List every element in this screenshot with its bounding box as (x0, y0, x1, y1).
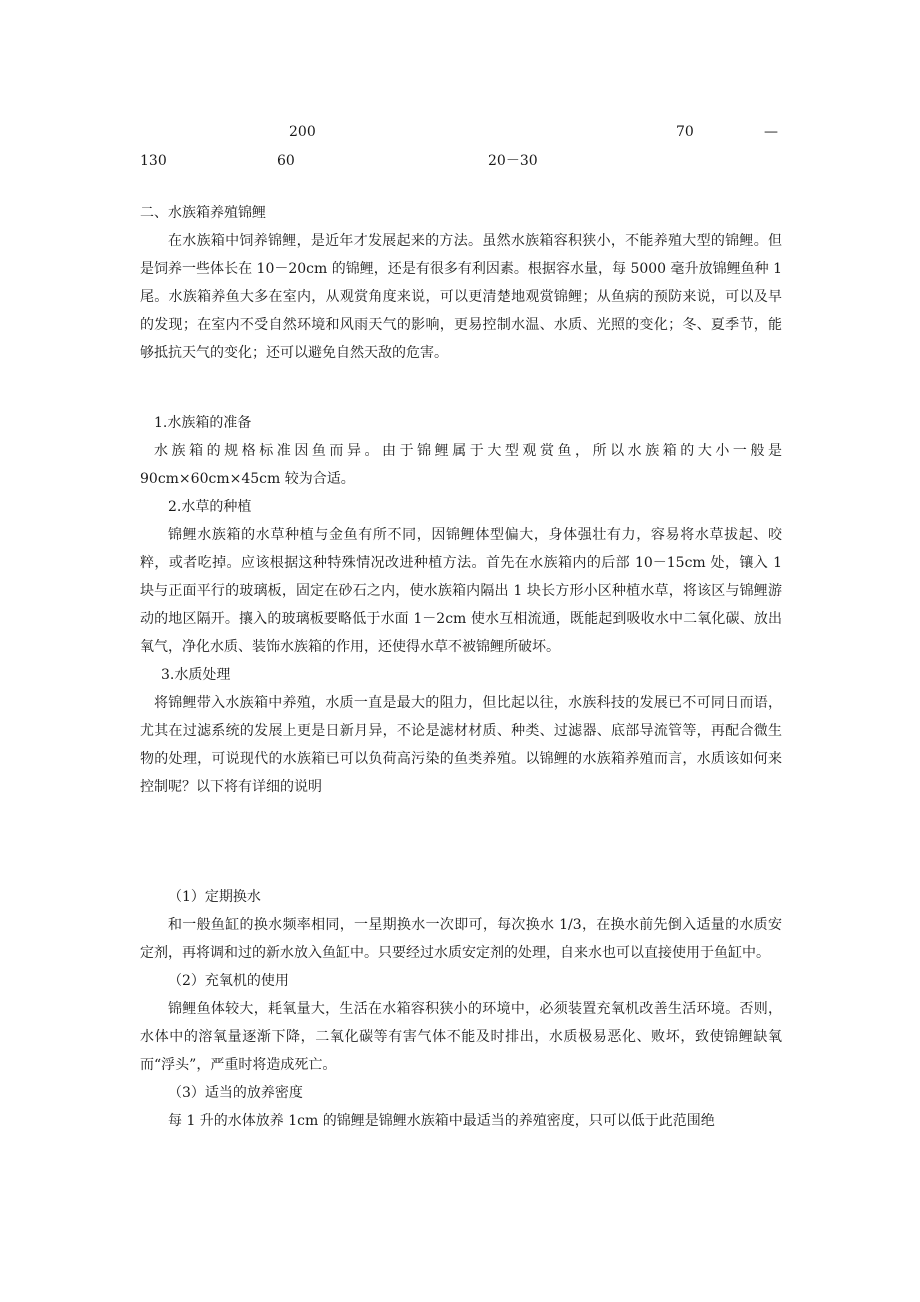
subsection-title: 1.水族箱的准备 (154, 415, 252, 431)
subsection-title: 2.水草的种植 (168, 499, 252, 515)
fragment-20-30: 20－30 (488, 153, 538, 169)
item-title: （2）充氧机的使用 (168, 973, 289, 989)
water-quality-items (140, 883, 782, 1135)
item-body: 锦鲤鱼体较大，耗氧量大，生活在水箱容积狭小的环境中，必须装置充氧机改善生活环境。否则，水体中的溶氧量逐渐下降，二氧化碳等有害气体不能及时排出，水质极易恶化、败坏，致使锦鲤缺氧而“浮头”，严重时将造成死亡。 (140, 1001, 782, 1073)
subsection-tank-prep (140, 409, 782, 801)
subsection-body: 水族箱的规格标准因鱼而异。由于锦鲤属于大型观赏鱼，所以水族箱的大小一般是90cm×60cm×45cm 较为合适。 (140, 443, 782, 487)
item-body: 和一般鱼缸的换水频率相同，一星期换水一次即可，每次换水 1/3，在换水前先倒入适量的水质安定剂，再将调和过的新水放入鱼缸中。只要经过水质安定剂的处理，自来水也可以直接使用于鱼缸中。 (140, 917, 782, 961)
subsection-body: 锦鲤水族箱的水草种植与金鱼有所不同，因锦鲤体型偏大，身体强壮有力，容易将水草拔起、咬粹，或者吃掉。应该根据这种特殊情况改进种植方法。首先在水族箱内的后部 10－15cm 处，镶入 1 块与正面平行的玻璃板，固定在砂石之内，使水族箱内隔出 1 块长方形小区种植水草，将该区与锦鲤游动的地区隔开。攘入的玻璃板要略低于水面 1－2cm 使水互相流通，既能起到吸收水中二氧化碳、放出氧气，净化水质、装饰水族箱的作用，还使得水草不被锦鲤所破坏。 (140, 527, 782, 655)
fragment-60: 60 (277, 153, 295, 169)
subsection-title: 3.水质处理 (161, 667, 231, 683)
item-body: 每 1 升的水体放养 1cm 的锦鲤是锦鲤水族箱中最适当的养殖密度，只可以低于此范围绝 (168, 1113, 715, 1129)
section-title: 二、水族箱养殖锦鲤 (140, 205, 266, 221)
fragment-200: 200 (289, 124, 316, 140)
subsection-body: 将锦鲤带入水族箱中养殖，水质一直是最大的阻力，但比起以往，水族科技的发展已不可同日而语，尤其在过滤系统的发展上更是日新月异，不论是滤材材质、种类、过滤器、底部导流管等，再配合微生物的处理，可说现代的水族箱已可以负荷高污染的鱼类养殖。以锦鲤的水族箱养殖而言，水质该如何来控制呢？以下将有详细的说明 (140, 695, 782, 795)
item-title: （3）适当的放养密度 (168, 1085, 303, 1101)
fragment-dash: — (764, 124, 778, 140)
section-aquarium (140, 199, 782, 367)
section-intro: 在水族箱中饲养锦鲤，是近年才发展起来的方法。虽然水族箱容积狭小，不能养殖大型的锦鲤。但是饲养一些体长在 10－20cm 的锦鲤，还是有很多有利因素。根据容水量，每 5000 毫升放锦鲤鱼种 1 尾。水族箱养鱼大多在室内，从观赏角度来说，可以更清楚地观赏锦鲤；从鱼病的预防来说，可以及早的发现；在室内不受自然环境和风雨天气的影响，更易控制水温、水质、光照的变化；冬、夏季节，能够抵抗天气的变化；还可以避免自然天敌的危害。 (140, 233, 782, 361)
item-title: （1）定期换水 (168, 889, 261, 905)
fragment-70: 70 (676, 124, 694, 140)
fragment-130: 130 (140, 153, 167, 169)
